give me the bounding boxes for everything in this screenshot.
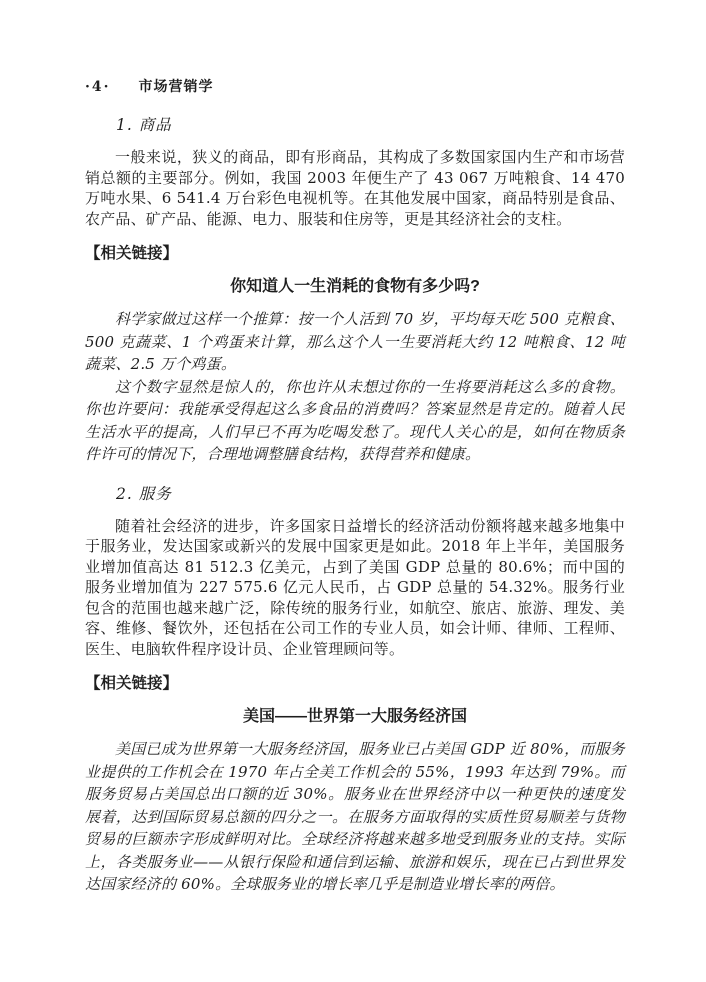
related-link-title-food: 你知道人一生消耗的食物有多少吗? <box>230 278 480 295</box>
related-link-label-1: 【相关链接】 <box>85 245 179 262</box>
related-link-label-2: 【相关链接】 <box>85 675 179 692</box>
related-link-food-paragraph-1: 科学家做过这样一个推算：按一个人活到 70 岁，平均每天吃 500 克粮食、500 克蔬菜、1 个鸡蛋来计算，那么这个人一生要消耗大约 12 吨粮食、12 吨蔬菜、2.5 万个鸡蛋。 <box>85 310 625 373</box>
related-link-title-usa: 美国——世界第一大服务经济国 <box>242 708 467 725</box>
page-header <box>85 76 625 97</box>
section-heading-goods: 1. 商品 <box>116 116 172 134</box>
related-link-food-paragraph-2: 这个数字显然是惊人的，你也许从未想过你的一生将要消耗这么多的食物。你也许要问：我能承受得起这么多食品的消费吗？答案显然是肯定的。随着人民生活水平的提高，人们早已不再为吃喝发愁了。现代人关心的是，如何在物质条件许可的情况下，合理地调整膳食结构，获得营养和健康。 <box>85 377 625 463</box>
book-title: 市场营销学 <box>138 78 214 94</box>
page-number: ·4· <box>85 79 111 95</box>
section-heading-services: 2. 服务 <box>116 484 172 503</box>
section-services-paragraph: 随着社会经济的进步，许多国家日益增长的经济活动份额将越来越多地集中于服务业，发达国家或新兴的发展中国家更是如此。2018 年上半年，美国服务业增加值高达 81 512.3 亿美元，占到了美国 GDP 总量的 80.6%；而中国的服务业增加值为 227 575.6 亿元人民币，占 GDP 总量的 54.32%。服务行业包含的范围也越来越广泛，除传统的服务行业，如航空、旅店、旅游、理发、美容、维修、餐饮外，还包括在公司工作的专业人员，如会计师、律师、工程师、医生、电脑软件程序设计员、企业管理顾问等。 <box>85 516 625 658</box>
related-link-usa-paragraph: 美国已成为世界第一大服务经济国，服务业已占美国 GDP 近 80%，而服务业提供的工作机会在 1970 年占全美工作机会的 55%，1993 年达到 79%。而服务贸易占美国总出口额的近 30%。服务业在世界经济中以一种更快的速度发展着，达到国际贸易总额的四分之一。在服务方面取得的实质性贸易顺差与货物贸易的巨额赤字形成鲜明对比。全球经济将越来越多地受到服务业的支持。实际上，各类服务业——从银行保险和通信到运输、旅游和娱乐，现在已占到世界发达国家经济的 60%。全球服务业的增长率几乎是制造业增长率的两倍。 <box>85 740 625 893</box>
section-goods-paragraph: 一般来说，狭义的商品，即有形商品，其构成了多数国家国内生产和市场营销总额的主要部分。例如，我国 2003 年便生产了 43 067 万吨粮食、14 470 万吨水果、6 541.4 万台彩色电视机等。在其他发展中国家，商品特别是食品、农产品、矿产品、能源、电力、服装和住房等，更是其经济社会的支柱。 <box>85 148 625 228</box>
